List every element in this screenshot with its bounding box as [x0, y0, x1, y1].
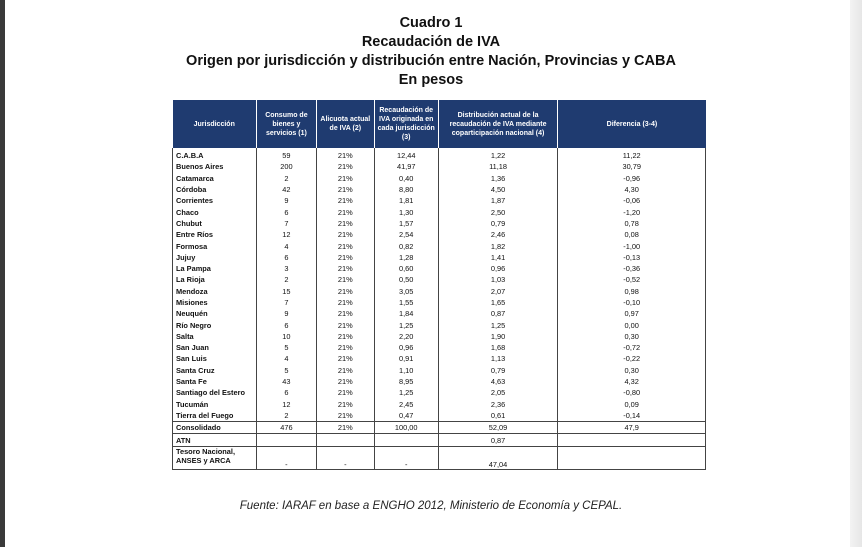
alicuota-cell: 21%: [316, 240, 374, 251]
distribucion-cell: 0,61: [438, 410, 558, 422]
recaudacion-cell: 1,84: [374, 308, 438, 319]
table-row: [173, 399, 706, 410]
distribucion-cell: 1,90: [438, 331, 558, 342]
diferencia-cell: 11,22: [558, 148, 706, 161]
jurisdiccion-cell: Río Negro: [173, 319, 257, 330]
table-row: [173, 161, 706, 172]
consumo-cell: 200: [256, 161, 316, 172]
iva-table: [172, 100, 706, 470]
recaudacion-cell: 2,54: [374, 229, 438, 240]
recaudacion-cell: 2,20: [374, 331, 438, 342]
recaudacion-cell: 1,55: [374, 297, 438, 308]
header-diferencia: Diferencia (3-4): [558, 100, 706, 148]
consumo-cell: 2: [256, 274, 316, 285]
diferencia-cell: 0,08: [558, 229, 706, 240]
alicuota-cell: 21%: [316, 252, 374, 263]
alicuota-cell: 21%: [316, 297, 374, 308]
jurisdiccion-cell: San Luis: [173, 353, 257, 364]
consumo-cell: 43: [256, 376, 316, 387]
alicuota-cell: 21%: [316, 161, 374, 172]
consumo-cell: 2: [256, 173, 316, 184]
recaudacion-cell: 0,82: [374, 240, 438, 251]
recaudacion-cell: 0,96: [374, 342, 438, 353]
alicuota-cell: 21%: [316, 206, 374, 217]
diferencia-cell: -0,96: [558, 173, 706, 184]
distribucion-cell: 2,36: [438, 399, 558, 410]
consumo-cell: 5: [256, 342, 316, 353]
recaudacion-cell: 1,30: [374, 206, 438, 217]
distribucion-cell: 2,50: [438, 206, 558, 217]
distribucion-cell: 0,79: [438, 365, 558, 376]
table-row: [173, 319, 706, 330]
consumo-cell: -: [256, 446, 316, 469]
diferencia-cell: 0,97: [558, 308, 706, 319]
jurisdiccion-cell: Tucumán: [173, 399, 257, 410]
table-row: [173, 195, 706, 206]
consumo-cell: 6: [256, 387, 316, 398]
distribucion-cell: 0,87: [438, 434, 558, 446]
caption-number: Cuadro 1: [399, 15, 463, 31]
atn-row: [173, 434, 706, 446]
consumo-cell: 476: [256, 422, 316, 434]
jurisdiccion-cell: Mendoza: [173, 286, 257, 297]
jurisdiccion-cell: Neuquén: [173, 308, 257, 319]
diferencia-cell: -0,14: [558, 410, 706, 422]
table-row: [173, 286, 706, 297]
distribucion-cell: 1,68: [438, 342, 558, 353]
alicuota-cell: 21%: [316, 319, 374, 330]
diferencia-cell: -0,36: [558, 263, 706, 274]
alicuota-cell: 21%: [316, 148, 374, 161]
distribucion-cell: 1,87: [438, 195, 558, 206]
recaudacion-cell: 12,44: [374, 148, 438, 161]
table-row: [173, 148, 706, 161]
recaudacion-cell: 1,10: [374, 365, 438, 376]
consumo-cell: 59: [256, 148, 316, 161]
recaudacion-cell: 1,81: [374, 195, 438, 206]
diferencia-cell: 4,30: [558, 184, 706, 195]
distribucion-cell: 1,41: [438, 252, 558, 263]
diferencia-cell: 0,09: [558, 399, 706, 410]
alicuota-cell: 21%: [316, 376, 374, 387]
consumo-cell: 6: [256, 319, 316, 330]
diferencia-cell: -0,52: [558, 274, 706, 285]
consumo-cell: [256, 434, 316, 446]
distribucion-cell: 2,07: [438, 286, 558, 297]
alicuota-cell: -: [316, 446, 374, 469]
alicuota-cell: 21%: [316, 173, 374, 184]
diferencia-cell: 0,30: [558, 365, 706, 376]
distribucion-cell: 4,50: [438, 184, 558, 195]
header-consumo: Consumo de bienes y servicios (1): [256, 100, 316, 148]
distribucion-cell: 2,46: [438, 229, 558, 240]
jurisdiccion-cell: Santiago del Estero: [173, 387, 257, 398]
recaudacion-cell: 2,45: [374, 399, 438, 410]
header-distribucion: Distribución actual de la recaudación de IVA mediante coparticipación nacional (4): [438, 100, 558, 148]
distribucion-cell: 1,13: [438, 353, 558, 364]
diferencia-cell: 0,98: [558, 286, 706, 297]
caption-title: Recaudación de IVA: [361, 34, 501, 50]
distribucion-cell: 0,79: [438, 218, 558, 229]
table-row: [173, 206, 706, 217]
header-jurisdiccion: Jurisdicción: [173, 100, 257, 148]
diferencia-cell: 47,9: [558, 422, 706, 434]
jurisdiccion-cell: La Rioja: [173, 274, 257, 285]
table-row: [173, 229, 706, 240]
alicuota-cell: 21%: [316, 263, 374, 274]
distribucion-cell: 1,25: [438, 319, 558, 330]
total-row: [173, 422, 706, 434]
table-row: [173, 252, 706, 263]
consumo-cell: 12: [256, 399, 316, 410]
recaudacion-cell: 1,25: [374, 387, 438, 398]
jurisdiccion-cell: Tierra del Fuego: [173, 410, 257, 422]
table-body: [173, 148, 706, 469]
diferencia-cell: 4,32: [558, 376, 706, 387]
jurisdiccion-cell: Corrientes: [173, 195, 257, 206]
jurisdiccion-cell: Entre Ríos: [173, 229, 257, 240]
consumo-cell: 4: [256, 353, 316, 364]
consumo-cell: 9: [256, 308, 316, 319]
table-row: [173, 297, 706, 308]
jurisdiccion-cell: Chaco: [173, 206, 257, 217]
table-row: [173, 331, 706, 342]
alicuota-cell: 21%: [316, 387, 374, 398]
distribucion-cell: 52,09: [438, 422, 558, 434]
diferencia-cell: 0,30: [558, 331, 706, 342]
header-alicuota: Alicuota actual de IVA (2): [316, 100, 374, 148]
consumo-cell: 9: [256, 195, 316, 206]
alicuota-cell: 21%: [316, 274, 374, 285]
table-row: [173, 308, 706, 319]
distribucion-cell: 1,65: [438, 297, 558, 308]
diferencia-cell: -1,00: [558, 240, 706, 251]
alicuota-cell: 21%: [316, 229, 374, 240]
consumo-cell: 2: [256, 410, 316, 422]
consumo-cell: 5: [256, 365, 316, 376]
jurisdiccion-cell: Jujuy: [173, 252, 257, 263]
caption-units: En pesos: [398, 72, 464, 88]
table-row: [173, 218, 706, 229]
alicuota-cell: 21%: [316, 331, 374, 342]
recaudacion-cell: 8,95: [374, 376, 438, 387]
tesoro-row: [173, 446, 706, 469]
jurisdiccion-cell: Córdoba: [173, 184, 257, 195]
alicuota-cell: 21%: [316, 308, 374, 319]
table-row: [173, 353, 706, 364]
table-row: [173, 173, 706, 184]
distribucion-cell: 1,22: [438, 148, 558, 161]
jurisdiccion-cell: Chubut: [173, 218, 257, 229]
consumo-cell: 4: [256, 240, 316, 251]
jurisdiccion-cell: Tesoro Nacional, ANSES y ARCA: [173, 446, 257, 469]
caption-subtitle: Origen por jurisdicción y distribución entre Nación, Provincias y CABA: [186, 53, 676, 69]
jurisdiccion-cell: Formosa: [173, 240, 257, 251]
consumo-cell: 12: [256, 229, 316, 240]
diferencia-cell: -0,06: [558, 195, 706, 206]
consumo-cell: 6: [256, 252, 316, 263]
recaudacion-cell: 3,05: [374, 286, 438, 297]
source-note: Fuente: IARAF en base a ENGHO 2012, Ministerio de Economía y CEPAL.: [239, 500, 623, 512]
distribucion-cell: 0,87: [438, 308, 558, 319]
alicuota-cell: 21%: [316, 184, 374, 195]
table-row: [173, 342, 706, 353]
diferencia-cell: [558, 434, 706, 446]
recaudacion-cell: -: [374, 446, 438, 469]
recaudacion-cell: 0,50: [374, 274, 438, 285]
jurisdiccion-cell: Consolidado: [173, 422, 257, 434]
recaudacion-cell: 1,28: [374, 252, 438, 263]
recaudacion-cell: 0,60: [374, 263, 438, 274]
alicuota-cell: 21%: [316, 410, 374, 422]
jurisdiccion-cell: Santa Cruz: [173, 365, 257, 376]
diferencia-cell: -0,10: [558, 297, 706, 308]
alicuota-cell: 21%: [316, 195, 374, 206]
table-row: [173, 240, 706, 251]
table-row: [173, 376, 706, 387]
distribucion-cell: 1,82: [438, 240, 558, 251]
alicuota-cell: 21%: [316, 286, 374, 297]
recaudacion-cell: 0,40: [374, 173, 438, 184]
table-header-row: [173, 100, 706, 148]
recaudacion-cell: 8,80: [374, 184, 438, 195]
diferencia-cell: -1,20: [558, 206, 706, 217]
distribucion-cell: 1,36: [438, 173, 558, 184]
jurisdiccion-cell: San Juan: [173, 342, 257, 353]
jurisdiccion-cell: ATN: [173, 434, 257, 446]
consumo-cell: 3: [256, 263, 316, 274]
recaudacion-cell: [374, 434, 438, 446]
diferencia-cell: -0,72: [558, 342, 706, 353]
consumo-cell: 15: [256, 286, 316, 297]
diferencia-cell: 0,00: [558, 319, 706, 330]
consumo-cell: 42: [256, 184, 316, 195]
diferencia-cell: -0,80: [558, 387, 706, 398]
diferencia-cell: 0,78: [558, 218, 706, 229]
consumo-cell: 7: [256, 218, 316, 229]
table-row: [173, 387, 706, 398]
alicuota-cell: 21%: [316, 365, 374, 376]
consumo-cell: 7: [256, 297, 316, 308]
distribucion-cell: 4,63: [438, 376, 558, 387]
recaudacion-cell: 41,97: [374, 161, 438, 172]
distribucion-cell: 2,05: [438, 387, 558, 398]
recaudacion-cell: 1,25: [374, 319, 438, 330]
jurisdiccion-cell: Salta: [173, 331, 257, 342]
jurisdiccion-cell: Santa Fe: [173, 376, 257, 387]
consumo-cell: 6: [256, 206, 316, 217]
table-caption: [0, 14, 862, 90]
diferencia-cell: 30,79: [558, 161, 706, 172]
table-row: [173, 274, 706, 285]
distribucion-cell: 1,03: [438, 274, 558, 285]
distribucion-cell: 11,18: [438, 161, 558, 172]
diferencia-cell: [558, 446, 706, 469]
table-row: [173, 410, 706, 422]
alicuota-cell: 21%: [316, 218, 374, 229]
recaudacion-cell: 100,00: [374, 422, 438, 434]
recaudacion-cell: 0,47: [374, 410, 438, 422]
alicuota-cell: [316, 434, 374, 446]
consumo-cell: 10: [256, 331, 316, 342]
jurisdiccion-cell: Catamarca: [173, 173, 257, 184]
jurisdiccion-cell: La Pampa: [173, 263, 257, 274]
jurisdiccion-cell: Misiones: [173, 297, 257, 308]
jurisdiccion-cell: Buenos Aires: [173, 161, 257, 172]
table-row: [173, 263, 706, 274]
diferencia-cell: -0,22: [558, 353, 706, 364]
table-row: [173, 184, 706, 195]
distribucion-cell: 47,04: [438, 446, 558, 469]
alicuota-cell: 21%: [316, 353, 374, 364]
alicuota-cell: 21%: [316, 422, 374, 434]
recaudacion-cell: 0,91: [374, 353, 438, 364]
jurisdiccion-cell: C.A.B.A: [173, 148, 257, 161]
alicuota-cell: 21%: [316, 342, 374, 353]
header-recaudacion: Recaudación de IVA originada en cada jurisdicción (3): [374, 100, 438, 148]
table-row: [173, 365, 706, 376]
diferencia-cell: -0,13: [558, 252, 706, 263]
alicuota-cell: 21%: [316, 399, 374, 410]
distribucion-cell: 0,96: [438, 263, 558, 274]
recaudacion-cell: 1,57: [374, 218, 438, 229]
